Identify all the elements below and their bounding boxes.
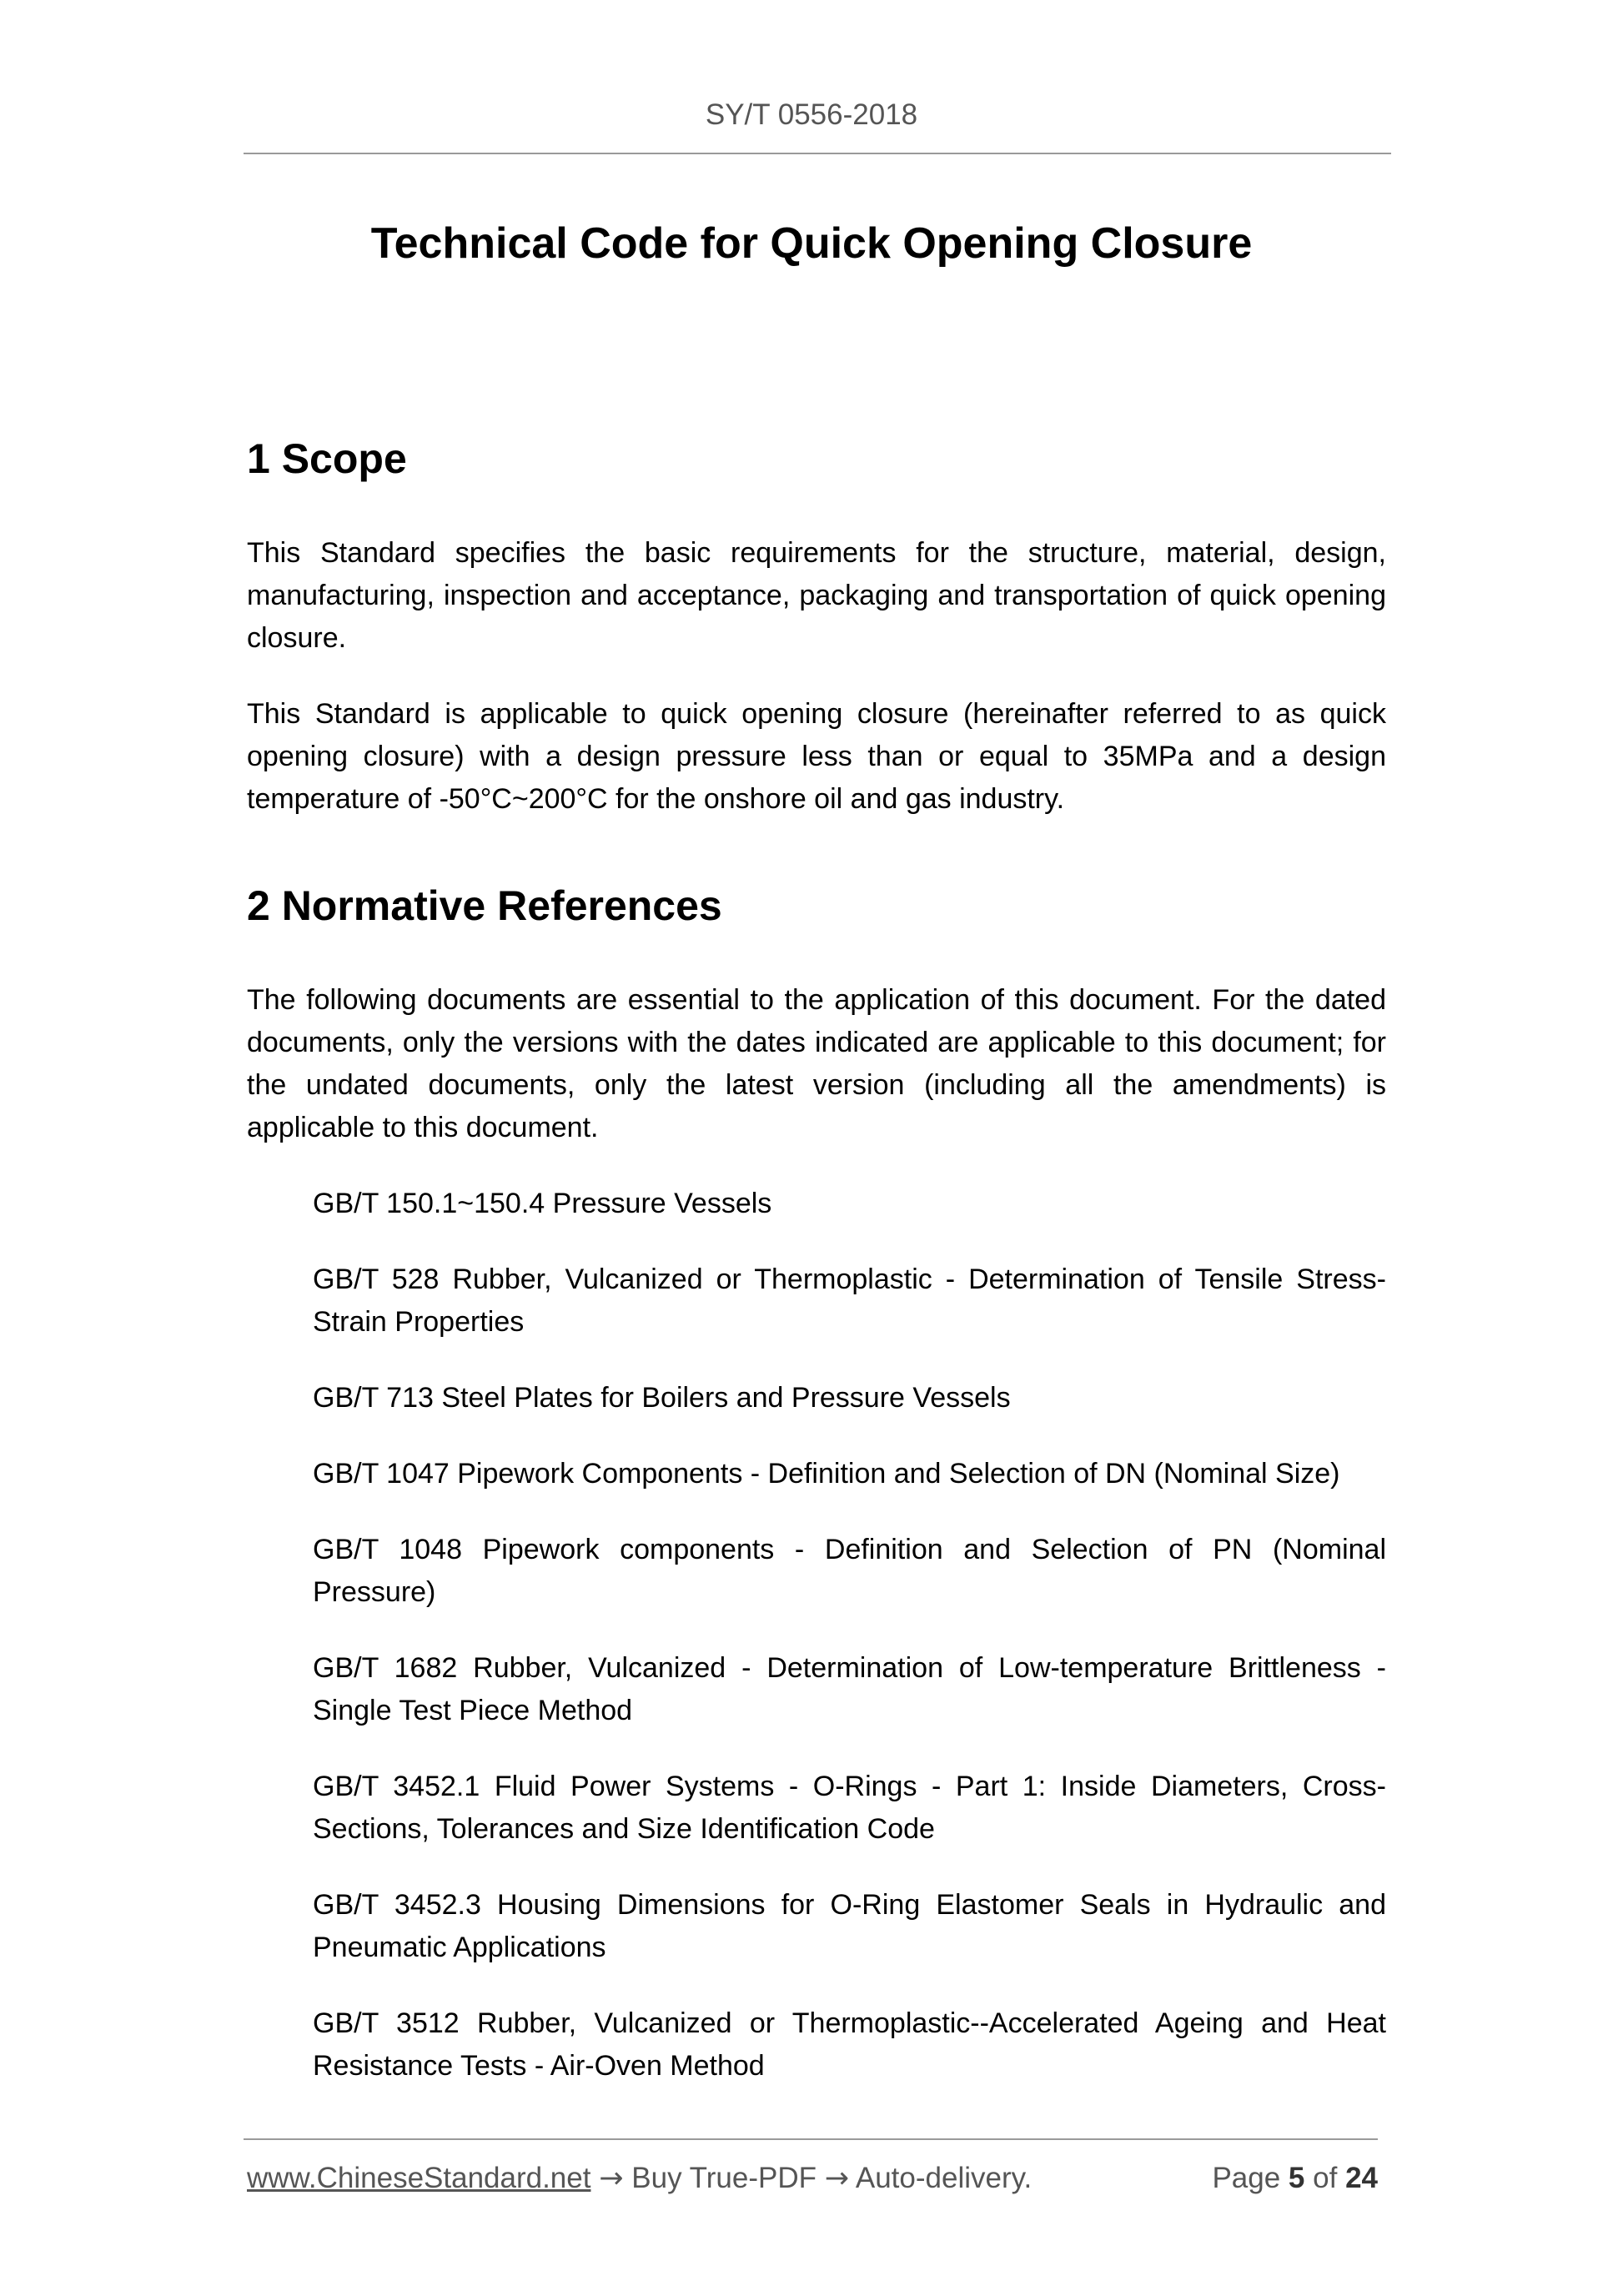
document-title: Technical Code for Quick Opening Closure <box>370 219 1253 268</box>
reference-list <box>247 1183 1386 2088</box>
page-label: Page <box>1212 2162 1281 2194</box>
reference-item: GB/T 150.1~150.4 Pressure Vessels <box>313 1188 772 1219</box>
scope-paragraph-2: This Standard is applicable to quick opening closure (hereinafter referred to as quick opening closure) with a design pressure less than or equal to 35MPa and a design temperature of -50°C~200°C for the onshore oil and gas industry. <box>247 698 1386 815</box>
reference-item: GB/T 1047 Pipework Components - Definition and Selection of DN (Nominal Size) <box>313 1458 1340 1490</box>
reference-item: GB/T 528 Rubber, Vulcanized or Thermoplastic - Determination of Tensile Stress-Strain Properties <box>313 1264 1386 1338</box>
current-page-number: 5 <box>1288 2162 1305 2194</box>
reference-item: GB/T 713 Steel Plates for Boilers and Pressure Vessels <box>313 1382 1011 1414</box>
reference-item: GB/T 3512 Rubber, Vulcanized or Thermoplastic--Accelerated Ageing and Heat Resistance Tests - Air-Oven Method <box>313 2007 1386 2082</box>
section-heading-normative-references: 2 Normative References <box>247 882 722 929</box>
website-link[interactable]: www.ChineseStandard.net <box>247 2162 591 2194</box>
footer-promo <box>247 2162 1032 2195</box>
reference-item: GB/T 1682 Rubber, Vulcanized - Determination of Low-temperature Brittleness - Single Test Piece Method <box>313 1652 1386 1726</box>
of-label: of <box>1313 2162 1338 2194</box>
reference-item: GB/T 3452.3 Housing Dimensions for O-Ring Elastomer Seals in Hydraulic and Pneumatic Applications <box>313 1889 1386 1963</box>
reference-item: GB/T 1048 Pipework components - Definition and Selection of PN (Nominal Pressure) <box>313 1534 1386 1608</box>
buy-true-pdf-text: Buy True-PDF <box>631 2162 817 2194</box>
scope-paragraph-1: This Standard specifies the basic requirements for the structure, material, design, manufacturing, inspection and acceptance, packaging and transportation of quick opening closure. <box>247 537 1386 654</box>
header-divider <box>244 153 1391 154</box>
section-heading-scope: 1 Scope <box>247 435 407 482</box>
reference-item: GB/T 3452.1 Fluid Power Systems - O-Rings - Part 1: Inside Diameters, Cross-Sections, Tolerances and Size Identification Code <box>313 1771 1386 1845</box>
document-body <box>247 434 1386 2121</box>
arrow-right-icon: → <box>824 2162 850 2195</box>
total-page-count: 24 <box>1345 2162 1378 2194</box>
page-number <box>1212 2162 1378 2195</box>
footer-divider <box>244 2138 1378 2140</box>
auto-delivery-text: Auto-delivery. <box>855 2162 1033 2194</box>
standard-code-header: SY/T 0556-2018 <box>705 98 918 131</box>
arrow-right-icon: → <box>599 2162 624 2195</box>
normative-intro-paragraph: The following documents are essential to the application of this document. For the dated documents, only the versions with the dates indicated are applicable to this document; for the undated documents, only the latest version (including all the amendments) is applicable to this document. <box>247 984 1386 1143</box>
